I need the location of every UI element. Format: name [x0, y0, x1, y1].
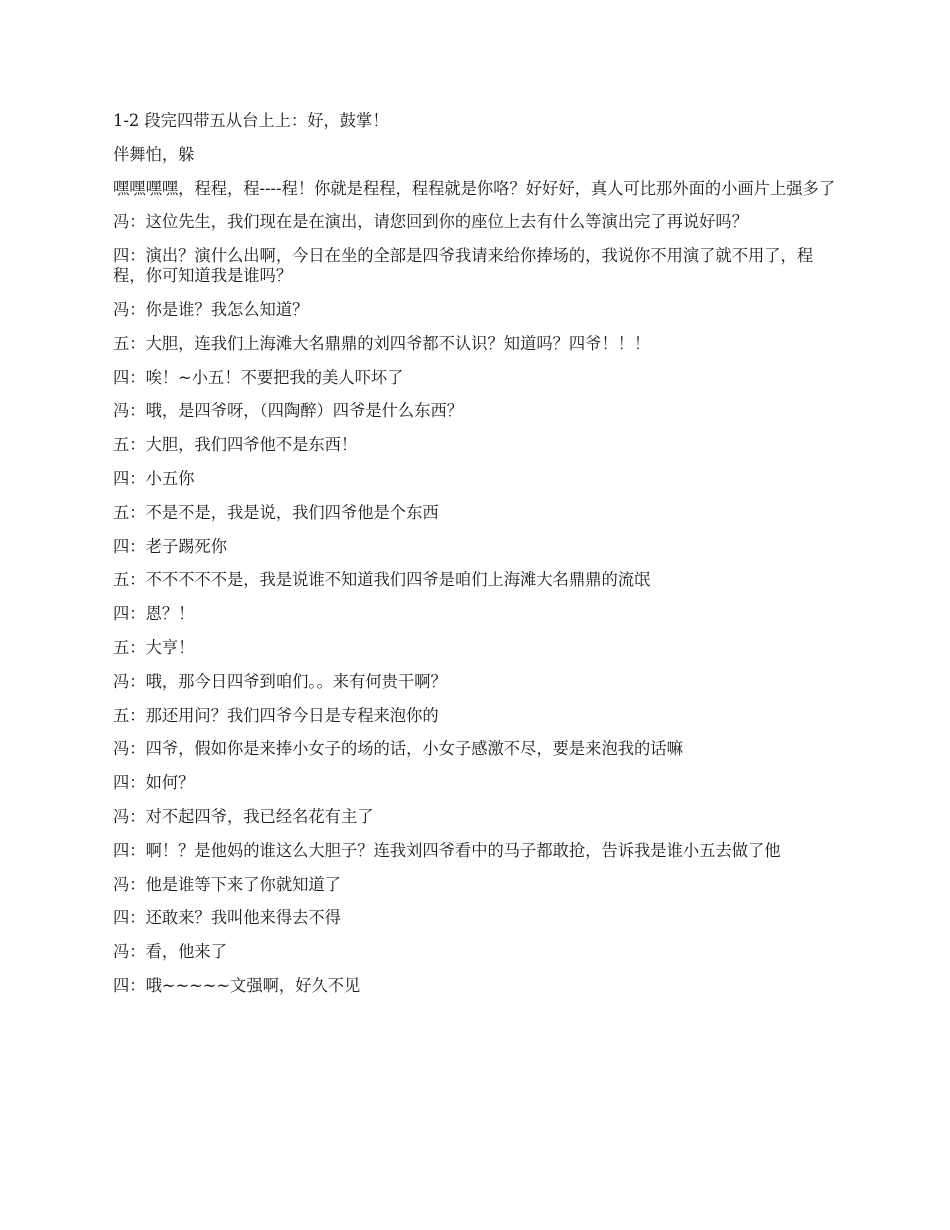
- paragraph: 冯：哦，那今日四爷到咱们。。来有何贵干啊？: [113, 671, 447, 691]
- paragraph: 伴舞怕，躲: [113, 144, 195, 164]
- paragraph: 1-2 段完四带五从台上上：好，鼓掌！: [113, 111, 389, 130]
- paragraph: 冯：四爷，假如你是来捧小女子的场的话，小女子感激不尽，要是来泡我的话嘛: [113, 739, 683, 759]
- paragraph: 五：不不不不不是，我是说谁不知道我们四爷是咱们上海滩大名鼎鼎的流氓: [113, 570, 651, 590]
- paragraph: 冯：对不起四爷，我已经名花有主了: [113, 806, 374, 826]
- paragraph: 四：小五你: [113, 468, 195, 488]
- paragraph: 冯：你是谁？我怎么知道？: [113, 299, 309, 319]
- paragraph: 四：唉！~小五！不要把我的美人吓坏了: [113, 367, 404, 387]
- paragraph: 四：老子踢死你: [113, 536, 227, 556]
- paragraph: 冯：哦，是四爷呀，（四陶醉）四爷是什么东西？: [113, 401, 464, 421]
- paragraph: 五：大亨！: [113, 637, 195, 657]
- paragraph: 五：不是不是，我是说，我们四爷他是个东西: [113, 502, 439, 522]
- document-body: [113, 111, 843, 1010]
- paragraph: 四：啊！？是他妈的谁这么大胆子？连我刘四爷看中的马子都敢抢，告诉我是谁小五去做了他: [113, 840, 781, 860]
- paragraph: 四：演出？演什么出啊，今日在坐的全部是四爷我请来给你捧场的，我说你不用演了就不用了，程程，你可知道我是谁吗？: [113, 246, 814, 286]
- paragraph: 四：如何？: [113, 773, 195, 793]
- paragraph: 冯：他是谁等下来了你就知道了: [113, 874, 341, 894]
- paragraph: 五：那还用问？我们四爷今日是专程来泡你的: [113, 705, 439, 725]
- paragraph: 四：还敢来？我叫他来得去不得: [113, 908, 341, 928]
- paragraph: 五：大胆，连我们上海滩大名鼎鼎的刘四爷都不认识？知道吗？四爷！！！: [113, 333, 651, 353]
- paragraph: 四：哦~~~~~文强啊，好久不见: [113, 975, 361, 995]
- paragraph: 嘿嘿嘿嘿，程程，程----程！你就是程程，程程就是你咯？好好好，真人可比那外面的小画片上强多了: [113, 178, 836, 198]
- paragraph: 冯：看，他来了: [113, 942, 227, 962]
- paragraph: 五：大胆，我们四爷他不是东西！: [113, 435, 358, 455]
- paragraph: 冯：这位先生，我们现在是在演出，请您回到你的座位上去有什么等演出完了再说好吗？: [113, 212, 748, 232]
- paragraph: 四：恩？！: [113, 604, 195, 624]
